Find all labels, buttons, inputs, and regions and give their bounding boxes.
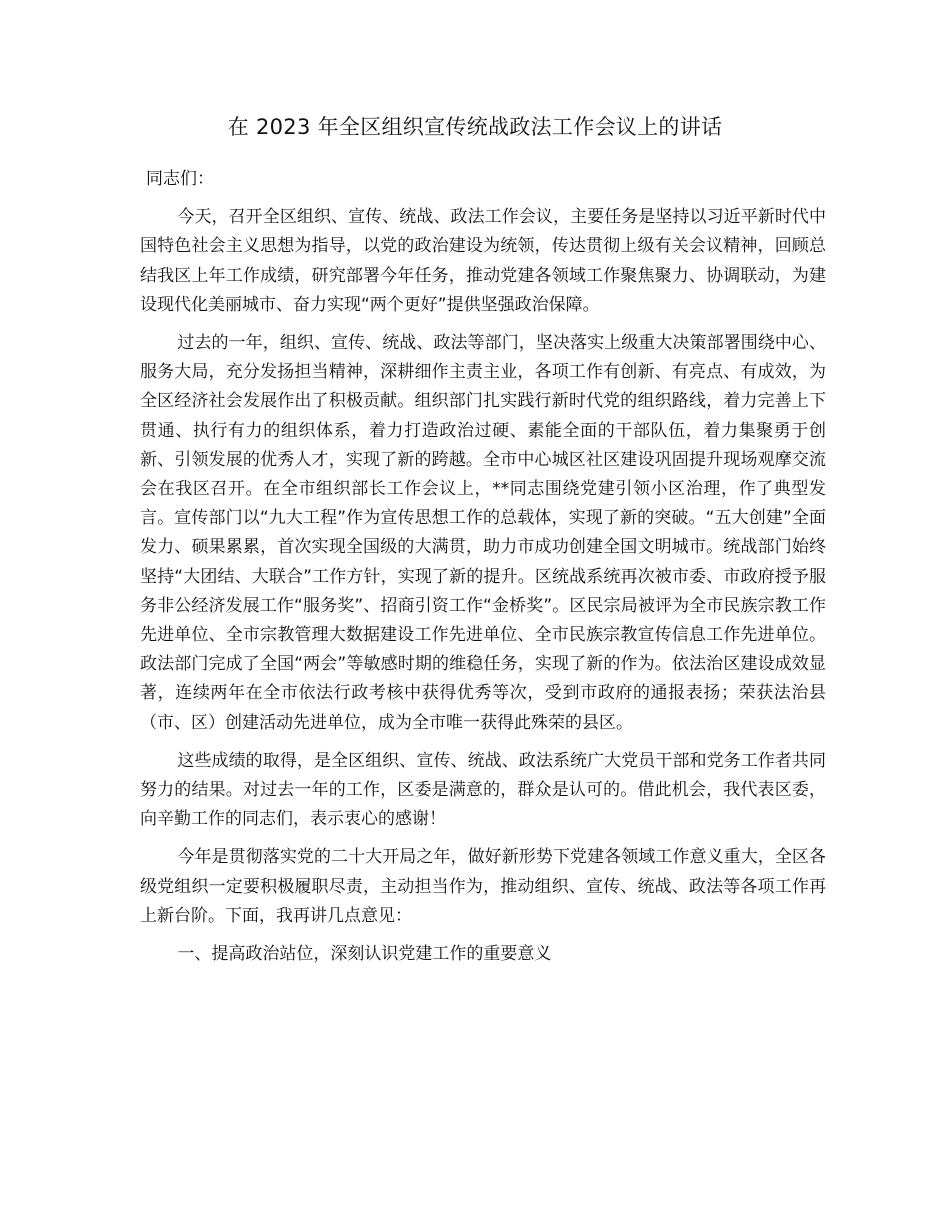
section-heading-1: 一、提高政治站位，深刻认识党建工作的重要意义 bbox=[177, 944, 552, 965]
document-body bbox=[140, 165, 826, 969]
salutation: 同志们： bbox=[146, 169, 214, 189]
document-title: 在 2023 年全区组织宣传统战政法工作会议上的讲话 bbox=[227, 115, 723, 139]
paragraph-thanks: 这些成绩的取得，是全区组织、宣传、统战、政法系统广大党员干部和党务工作者共同努力的结果。对过去一年的工作，区委是满意的，群众是认可的。借此机会，我代表区委，向辛勤工作的同志们，表示衷心的感谢！ bbox=[140, 750, 826, 830]
paragraph-intro: 今天，召开全区组织、宣传、统战、政法工作会议，主要任务是坚持以习近平新时代中国特色社会主义思想为指导，以党的政治建设为统领，传达贯彻上级有关会议精神，回顾总结我区上年工作成绩，研究部署今年任务，推动党建各领域工作聚焦聚力、协调联动，为建设现代化美丽城市、奋力实现“两个更好”提供坚强政治保障。 bbox=[140, 207, 826, 315]
paragraph-outlook: 今年是贯彻落实党的二十大开局之年，做好新形势下党建各领域工作意义重大，全区各级党组织一定要积极履职尽责，主动担当作为，推动组织、宣传、统战、政法等各项工作再上新台阶。下面，我再讲几点意见： bbox=[140, 847, 826, 926]
paragraph-review: 过去的一年，组织、宣传、统战、政法等部门，坚决落实上级重大决策部署围绕中心、服务大局，充分发扬担当精神，深耕细作主责主业，各项工作有创新、有亮点、有成效，为全区经济社会发展作出了积极贡献。组织部门扎实践行新时代党的组织路线，着力完善上下贯通、执行有力的组织体系，着力打造政治过硬、素能全面的干部队伍，着力集聚勇于创新、引领发展的优秀人才，实现了新的跨越。全市中心城区社区建设巩固提升现场观摩交流会在我区召开。在全市组织部长工作会议上，**同志围绕党建引领小区治理，作了典型发言。宣传部门以“九大工程”作为宣传思想工作的总载体，实现了新的突破。“五大创建”全面发力、硕果累累，首次实现全国级的大满贯，助力市成功创建全国文明城市。统战部门始终坚持“大团结、大联合”工作方针，实现了新的提升。区统战系统再次被市委、市政府授予服务非公经济发展工作“服务奖”、招商引资工作“金桥奖”。区民宗局被评为全市民族宗教工作先进单位、全市宗教管理大数据建设工作先进单位、全市民族宗教宣传信息工作先进单位。政法部门完成了全国“两会”等敏感时期的维稳任务，实现了新的作为。依法治区建设成效显著，连续两年在全市依法行政考核中获得优秀等次，受到市政府的通报表扬；荣获法治县（市、区）创建活动先进单位，成为全市唯一获得此殊荣的县区。 bbox=[140, 333, 826, 733]
